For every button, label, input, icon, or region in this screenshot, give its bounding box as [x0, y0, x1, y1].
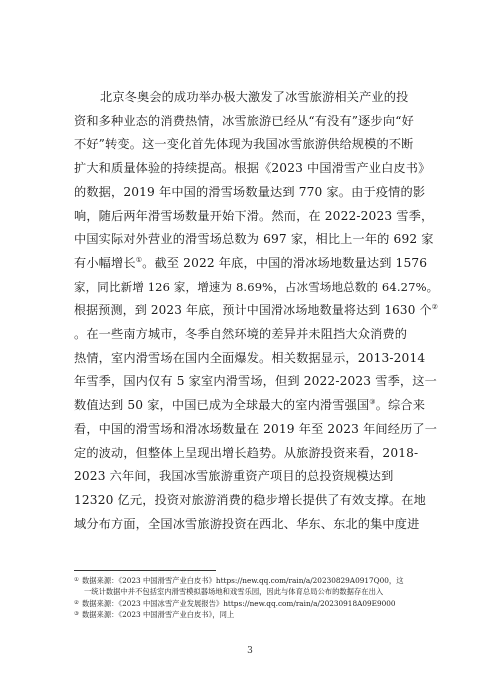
paragraph-text: 数值达到 50 家，中国已成为全球最大的室内滑雪强国: [74, 398, 370, 413]
paragraph-line: 年雪季，国内仅有 5 家室内滑雪场，但到 2022-2023 雪季，这一: [74, 374, 437, 389]
footnote-mark: ③: [74, 611, 79, 618]
footnote-ref-2: ②: [431, 303, 439, 312]
footnote-ref-1: ①: [135, 255, 143, 264]
footnote-2: [74, 598, 444, 610]
paragraph-line: 的数据，2019 年中国的滑雪场数量达到 770 家。由于疫情的影: [74, 184, 426, 199]
paragraph-line: 中国实际对外营业的滑雪场总数为 697 家，相比上一年的 692 家: [74, 232, 434, 247]
paragraph-line: 扩大和质量体验的持续提高。根据《2023 中国滑雪产业白皮书》: [74, 161, 431, 176]
paragraph-line: 不好”转变。这一变化首先体现为我国冰雪旅游供给规模的不断: [74, 137, 414, 152]
footnote-ref-3: ③: [369, 398, 376, 407]
footnote-mark: ①: [74, 577, 79, 583]
footnote-divider: [74, 570, 216, 571]
paragraph-line: 热情，室内滑雪场在国内全面爆发。相关数据显示，2013-2014: [74, 350, 426, 365]
paragraph-text: 有小幅增长: [74, 255, 136, 270]
footnote-text: 数据来源：《2023 中国滑雪产业白皮书》，同上: [81, 610, 235, 620]
paragraph-line: 2023 六年间，我国冰雪旅游重资产项目的总投资规模达到: [74, 469, 394, 484]
footnote-mark: ②: [74, 599, 79, 606]
page-number: 3: [247, 646, 253, 656]
paragraph-line: 。在一些南方城市，冬季自然环境的差异并未阻挡大众消费的: [74, 327, 408, 342]
footnote-text: 一统计数据中并不包括室内滑雪模拟器场地和戏雪乐园，因此与体育总局公布的数据存在出入: [84, 586, 384, 596]
paragraph-line: 看，中国的滑雪场和滑冰场数量在 2019 年至 2023 年间经历了一: [74, 421, 438, 436]
paragraph-line: 北京冬奥会的成功举办极大激发了冰雪旅游相关产业的投: [100, 90, 409, 104]
paragraph-text: 。截至 2022 年底，中国的滑冰场地数量达到 1576: [142, 255, 428, 270]
paragraph-line: 资和多种业态的消费热情，冰雪旅游已经从“有没有”逐步向“好: [74, 113, 414, 128]
paragraph-line: [74, 394, 440, 418]
footnote-1-continued: [74, 587, 444, 598]
paragraph-line: 域分布方面，全国冰雪旅游投资在西北、华东、东北的集中度进: [74, 516, 420, 531]
paragraph-line: 12320 亿元，投资对旅游消费的稳步增长提供了有效支撑。在地: [74, 492, 426, 507]
footnote-3: [74, 609, 444, 621]
paragraph-line: 响，随后两年滑雪场数量开始下滑。然而，在 2022-2023 雪季，: [74, 208, 434, 223]
paragraph-line: [74, 299, 440, 323]
footnote-text: 数据来源：《2023 中国冰雪产业发展报告》https://new.qq.com/rain/a/20230918A09E9000: [81, 598, 396, 608]
footnotes: [74, 575, 444, 621]
paragraph-line: 定的波动，但整体上呈现出增长趋势。从旅游投资来看，2018-: [74, 445, 419, 460]
footnote-1: [74, 575, 444, 587]
paragraph-line: [74, 252, 440, 276]
paragraph-text: 根据预测，到 2023 年底，预计中国滑冰场地数量将达到 1630 个: [74, 303, 432, 318]
paragraph-text: 。综合来: [375, 398, 426, 413]
paragraph-line: 家，同比新增 126 家，增速为 8.69%，占冰雪场地总数的 64.27%。: [74, 279, 439, 294]
body-paragraph: [74, 86, 440, 536]
footnote-text: 数据来源：《2023 中国滑雪产业白皮书》https://new.qq.com/rain/a/20230829A0917Q00，这: [81, 576, 404, 585]
